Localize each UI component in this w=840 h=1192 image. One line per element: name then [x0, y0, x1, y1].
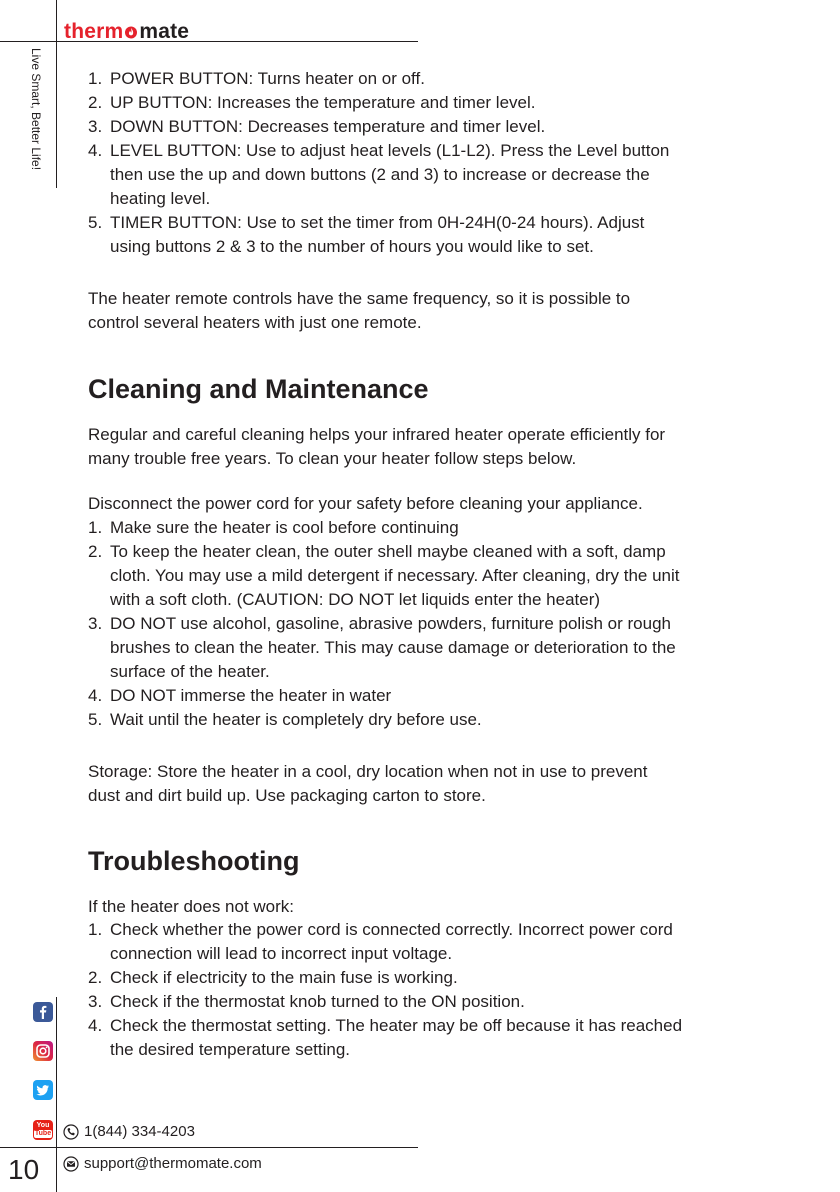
twitter-glyph — [33, 1080, 53, 1100]
button-desc-number: 1. — [88, 69, 103, 88]
youtube-text-top: You — [36, 1122, 50, 1129]
cleaning-step-text: with a soft cloth. (CAUTION: DO NOT let liquids enter the heater) — [110, 590, 601, 609]
troubleshooting-intro: If the heater does not work: — [88, 897, 295, 916]
button-desc-text: heating level. — [110, 189, 211, 208]
troubleshooting-step-number: 1. — [88, 920, 103, 939]
cleaning-step-number: 3. — [88, 614, 103, 633]
youtube-text-bottom: Tube — [34, 1130, 52, 1137]
tagline: Live Smart, Better Life! — [29, 48, 43, 171]
troubleshooting-step-number: 2. — [88, 968, 103, 987]
button-desc-number: 4. — [88, 141, 103, 160]
troubleshooting-heading: Troubleshooting — [88, 846, 300, 876]
left-rule-bottom — [56, 997, 57, 1192]
cleaning-step-text: brushes to clean the heater. This may cause damage or deterioration to the — [110, 638, 676, 657]
troubleshooting-step-text: the desired temperature setting. — [110, 1040, 351, 1059]
brand-logo — [64, 20, 189, 44]
youtube-icon[interactable] — [33, 1120, 53, 1140]
troubleshooting-step-text: Check whether the power cord is connected correctly. Incorrect power cord — [110, 920, 673, 939]
troubleshooting-step-text: Check if the thermostat knob turned to the ON position. — [110, 992, 525, 1011]
cleaning-step-number: 5. — [88, 710, 103, 729]
troubleshooting-step-text: Check the thermostat setting. The heater may be off because it has reached — [110, 1016, 683, 1035]
cleaning-step-text: DO NOT use alcohol, gasoline, abrasive powders, furniture polish or rough — [110, 614, 671, 633]
instagram-icon[interactable] — [33, 1041, 53, 1061]
cleaning-step-text: DO NOT immerse the heater in water — [110, 686, 392, 705]
cleaning-step-text: cloth. You may use a mild detergent if necessary. After cleaning, dry the unit — [110, 566, 680, 585]
footer-rule — [0, 1147, 418, 1148]
cleaning-heading: Cleaning and Maintenance — [88, 374, 429, 404]
cleaning-step-text: Wait until the heater is completely dry before use. — [110, 710, 482, 729]
button-desc-text: POWER BUTTON: Turns heater on or off. — [110, 69, 425, 88]
remote-note-line-2: control several heaters with just one remote. — [88, 313, 422, 332]
cleaning-step-text: surface of the heater. — [110, 662, 270, 681]
email-address[interactable]: support@thermomate.com — [84, 1155, 262, 1172]
cleaning-intro-line-1: Regular and careful cleaning helps your infrared heater operate efficiently for — [88, 425, 666, 444]
button-desc-number: 2. — [88, 93, 103, 112]
button-desc-text: UP BUTTON: Increases the temperature and timer level. — [110, 93, 536, 112]
left-rule-top — [56, 0, 57, 188]
phone-number[interactable]: 1(844) 334-4203 — [84, 1123, 195, 1140]
cleaning-step-number: 4. — [88, 686, 103, 705]
cleaning-step-text: To keep the heater clean, the outer shell maybe cleaned with a soft, damp — [110, 542, 666, 561]
troubleshooting-step-text: connection will lead to incorrect input voltage. — [110, 944, 453, 963]
troubleshooting-step-number: 4. — [88, 1016, 103, 1035]
facebook-glyph — [33, 1002, 53, 1022]
remote-note-line-1: The heater remote controls have the same frequency, so it is possible to — [88, 289, 631, 308]
twitter-icon[interactable] — [33, 1080, 53, 1100]
troubleshooting-step-text: Check if electricity to the main fuse is working. — [110, 968, 458, 987]
email-icon — [63, 1156, 79, 1172]
instagram-glyph — [33, 1041, 53, 1061]
phone-icon — [63, 1124, 79, 1140]
button-desc-text: using buttons 2 & 3 to the number of hours you would like to set. — [110, 237, 594, 256]
header-rule — [0, 41, 418, 42]
disconnect-note: Disconnect the power cord for your safety before cleaning your appliance. — [88, 494, 643, 513]
cleaning-step-number: 2. — [88, 542, 103, 561]
button-desc-number: 5. — [88, 213, 103, 232]
button-desc-text: then use the up and down buttons (2 and 3) to increase or decrease the — [110, 165, 650, 184]
logo-text-1: therm — [64, 20, 124, 43]
cleaning-intro-line-2: many trouble free years. To clean your heater follow steps below. — [88, 449, 577, 468]
storage-line-1: Storage: Store the heater in a cool, dry location when not in use to prevent — [88, 762, 648, 781]
logo-text-2: mate — [139, 20, 190, 43]
button-desc-number: 3. — [88, 117, 103, 136]
cleaning-step-number: 1. — [88, 518, 103, 537]
flame-icon — [124, 25, 138, 39]
button-desc-text: LEVEL BUTTON: Use to adjust heat levels (L1-L2). Press the Level button — [110, 141, 670, 160]
troubleshooting-step-number: 3. — [88, 992, 103, 1011]
facebook-icon[interactable] — [33, 1002, 53, 1022]
button-desc-text: TIMER BUTTON: Use to set the timer from 0H-24H(0-24 hours). Adjust — [110, 213, 645, 232]
cleaning-step-text: Make sure the heater is cool before continuing — [110, 518, 459, 537]
storage-line-2: dust and dirt build up. Use packaging carton to store. — [88, 786, 486, 805]
button-desc-text: DOWN BUTTON: Decreases temperature and timer level. — [110, 117, 546, 136]
page-number: 10 — [8, 1154, 40, 1185]
